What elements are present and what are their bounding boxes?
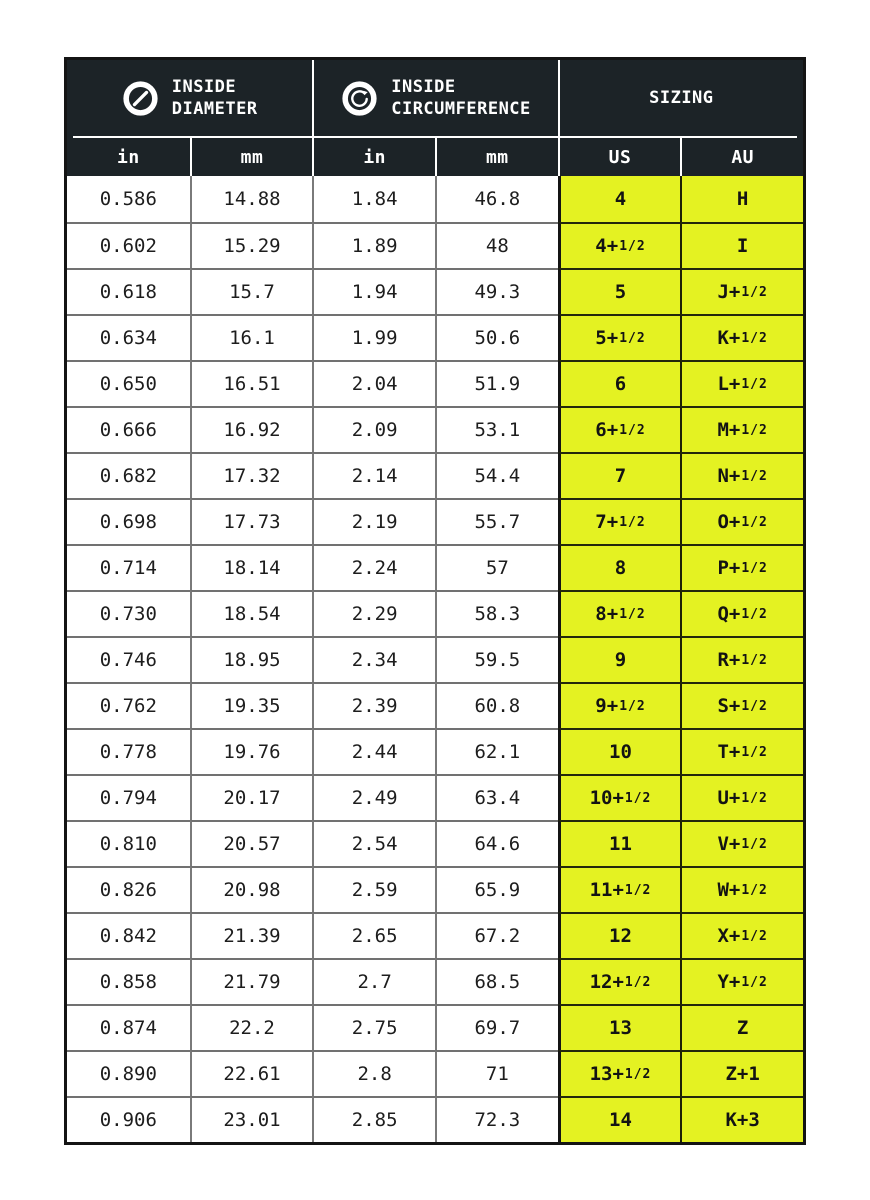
cell-diameter-in: 0.698 xyxy=(67,498,190,544)
cell-diameter-mm: 23.01 xyxy=(190,1096,313,1142)
cell-circumference-mm: 46.8 xyxy=(435,176,558,222)
table-row xyxy=(67,222,803,268)
cell-size-au: Z+1 xyxy=(680,1050,803,1096)
cell-diameter-mm: 14.88 xyxy=(190,176,313,222)
cell-diameter-mm: 18.54 xyxy=(190,590,313,636)
cell-diameter-in: 0.666 xyxy=(67,406,190,452)
cell-size-au: Y+ 1/2 xyxy=(680,958,803,1004)
cell-circumference-in: 2.65 xyxy=(312,912,435,958)
cell-diameter-mm: 15.7 xyxy=(190,268,313,314)
cell-circumference-mm: 72.3 xyxy=(435,1096,558,1142)
cell-circumference-mm: 49.3 xyxy=(435,268,558,314)
cell-circumference-mm: 60.8 xyxy=(435,682,558,728)
table-row xyxy=(67,1096,803,1142)
header-section-inside-diameter xyxy=(67,60,312,136)
cell-circumference-mm: 55.7 xyxy=(435,498,558,544)
cell-size-us: 11+ 1/2 xyxy=(558,866,681,912)
table-row xyxy=(67,820,803,866)
cell-size-us: 9 xyxy=(558,636,681,682)
cell-diameter-mm: 18.14 xyxy=(190,544,313,590)
cell-size-au: K+3 xyxy=(680,1096,803,1142)
cell-circumference-in: 2.54 xyxy=(312,820,435,866)
cell-circumference-mm: 67.2 xyxy=(435,912,558,958)
cell-circumference-mm: 62.1 xyxy=(435,728,558,774)
cell-diameter-in: 0.874 xyxy=(67,1004,190,1050)
cell-size-us: 12+ 1/2 xyxy=(558,958,681,1004)
table-row xyxy=(67,590,803,636)
column-header-circumference-in: in xyxy=(312,138,435,176)
cell-size-us: 14 xyxy=(558,1096,681,1142)
table-row xyxy=(67,544,803,590)
cell-circumference-mm: 53.1 xyxy=(435,406,558,452)
cell-size-au: R+ 1/2 xyxy=(680,636,803,682)
table-row xyxy=(67,774,803,820)
cell-size-us: 7 xyxy=(558,452,681,498)
cell-diameter-mm: 19.35 xyxy=(190,682,313,728)
cell-size-us: 7+ 1/2 xyxy=(558,498,681,544)
table-row xyxy=(67,176,803,222)
table-row xyxy=(67,360,803,406)
cell-diameter-in: 0.650 xyxy=(67,360,190,406)
cell-diameter-mm: 21.39 xyxy=(190,912,313,958)
cell-circumference-in: 1.84 xyxy=(312,176,435,222)
cell-size-us: 6 xyxy=(558,360,681,406)
cell-circumference-mm: 68.5 xyxy=(435,958,558,1004)
cell-diameter-in: 0.634 xyxy=(67,314,190,360)
cell-circumference-in: 2.19 xyxy=(312,498,435,544)
cell-size-au: O+ 1/2 xyxy=(680,498,803,544)
cell-diameter-in: 0.618 xyxy=(67,268,190,314)
inside-diameter-icon xyxy=(122,80,159,117)
cell-circumference-in: 2.7 xyxy=(312,958,435,1004)
cell-circumference-in: 2.14 xyxy=(312,452,435,498)
cell-circumference-mm: 58.3 xyxy=(435,590,558,636)
cell-size-us: 13+ 1/2 xyxy=(558,1050,681,1096)
cell-size-au: U+ 1/2 xyxy=(680,774,803,820)
cell-diameter-in: 0.858 xyxy=(67,958,190,1004)
cell-diameter-mm: 22.61 xyxy=(190,1050,313,1096)
cell-diameter-in: 0.602 xyxy=(67,222,190,268)
cell-size-au: V+ 1/2 xyxy=(680,820,803,866)
cell-diameter-mm: 17.32 xyxy=(190,452,313,498)
ring-size-conversion-table xyxy=(64,57,806,1145)
cell-size-us: 11 xyxy=(558,820,681,866)
table-row xyxy=(67,1004,803,1050)
cell-diameter-in: 0.586 xyxy=(67,176,190,222)
cell-circumference-mm: 54.4 xyxy=(435,452,558,498)
table-header-sections xyxy=(67,60,803,136)
header-section-inside-circumference xyxy=(312,60,557,136)
cell-diameter-mm: 18.95 xyxy=(190,636,313,682)
cell-size-us: 10+ 1/2 xyxy=(558,774,681,820)
table-row xyxy=(67,268,803,314)
cell-size-au: L+ 1/2 xyxy=(680,360,803,406)
cell-circumference-in: 2.75 xyxy=(312,1004,435,1050)
cell-circumference-in: 2.29 xyxy=(312,590,435,636)
cell-size-au: I xyxy=(680,222,803,268)
cell-size-us: 10 xyxy=(558,728,681,774)
inside-circumference-icon xyxy=(341,80,378,117)
cell-size-au: N+ 1/2 xyxy=(680,452,803,498)
cell-size-us: 12 xyxy=(558,912,681,958)
cell-size-us: 5 xyxy=(558,268,681,314)
cell-circumference-in: 1.89 xyxy=(312,222,435,268)
table-column-headers xyxy=(67,138,803,176)
table-header xyxy=(67,60,803,176)
cell-diameter-mm: 15.29 xyxy=(190,222,313,268)
cell-circumference-mm: 48 xyxy=(435,222,558,268)
cell-circumference-in: 2.8 xyxy=(312,1050,435,1096)
cell-circumference-in: 1.99 xyxy=(312,314,435,360)
cell-size-us: 9+ 1/2 xyxy=(558,682,681,728)
cell-size-us: 4 xyxy=(558,176,681,222)
cell-size-au: S+ 1/2 xyxy=(680,682,803,728)
cell-size-us: 6+ 1/2 xyxy=(558,406,681,452)
column-header-diameter-mm: mm xyxy=(190,138,313,176)
cell-size-au: X+ 1/2 xyxy=(680,912,803,958)
cell-circumference-in: 1.94 xyxy=(312,268,435,314)
cell-circumference-in: 2.59 xyxy=(312,866,435,912)
cell-diameter-in: 0.842 xyxy=(67,912,190,958)
table-row xyxy=(67,912,803,958)
cell-size-au: Z xyxy=(680,1004,803,1050)
cell-size-au: K+ 1/2 xyxy=(680,314,803,360)
column-header-diameter-in: in xyxy=(116,146,140,168)
cell-diameter-in: 0.762 xyxy=(67,682,190,728)
cell-size-au: P+ 1/2 xyxy=(680,544,803,590)
cell-diameter-in: 0.682 xyxy=(67,452,190,498)
table-row xyxy=(67,1050,803,1096)
cell-diameter-in: 0.890 xyxy=(67,1050,190,1096)
cell-diameter-in: 0.778 xyxy=(67,728,190,774)
cell-circumference-in: 2.34 xyxy=(312,636,435,682)
cell-size-au: M+ 1/2 xyxy=(680,406,803,452)
cell-diameter-in: 0.714 xyxy=(67,544,190,590)
cell-circumference-mm: 59.5 xyxy=(435,636,558,682)
cell-size-us: 13 xyxy=(558,1004,681,1050)
cell-circumference-mm: 57 xyxy=(435,544,558,590)
cell-diameter-mm: 16.92 xyxy=(190,406,313,452)
cell-size-au: H xyxy=(680,176,803,222)
table-row xyxy=(67,866,803,912)
cell-diameter-mm: 20.98 xyxy=(190,866,313,912)
cell-diameter-in: 0.906 xyxy=(67,1096,190,1142)
cell-size-us: 4+ 1/2 xyxy=(558,222,681,268)
cell-circumference-in: 2.09 xyxy=(312,406,435,452)
cell-diameter-mm: 20.17 xyxy=(190,774,313,820)
table-row xyxy=(67,314,803,360)
table-row xyxy=(67,636,803,682)
cell-circumference-in: 2.85 xyxy=(312,1096,435,1142)
cell-circumference-in: 2.49 xyxy=(312,774,435,820)
cell-size-au: J+ 1/2 xyxy=(680,268,803,314)
cell-diameter-in: 0.746 xyxy=(67,636,190,682)
cell-diameter-in: 0.794 xyxy=(67,774,190,820)
cell-diameter-mm: 17.73 xyxy=(190,498,313,544)
table-row xyxy=(67,452,803,498)
column-header-circumference-mm: mm xyxy=(435,138,558,176)
header-section-label: INSIDE CIRCUMFERENCE xyxy=(391,76,531,119)
cell-diameter-mm: 19.76 xyxy=(190,728,313,774)
header-section-label: SIZING xyxy=(649,87,714,108)
cell-diameter-in: 0.730 xyxy=(67,590,190,636)
table-body xyxy=(67,176,803,1142)
cell-size-au: Q+ 1/2 xyxy=(680,590,803,636)
cell-circumference-in: 2.04 xyxy=(312,360,435,406)
cell-diameter-in: 0.810 xyxy=(67,820,190,866)
cell-circumference-mm: 51.9 xyxy=(435,360,558,406)
column-header-size-us: US xyxy=(558,138,681,176)
header-section-sizing xyxy=(558,60,803,136)
table-row xyxy=(67,498,803,544)
header-section-label: INSIDE DIAMETER xyxy=(171,76,258,119)
cell-circumference-in: 2.39 xyxy=(312,682,435,728)
column-header-size-au: AU xyxy=(680,138,803,176)
cell-diameter-mm: 16.1 xyxy=(190,314,313,360)
table-row xyxy=(67,406,803,452)
cell-circumference-mm: 65.9 xyxy=(435,866,558,912)
cell-diameter-in: 0.826 xyxy=(67,866,190,912)
cell-circumference-mm: 50.6 xyxy=(435,314,558,360)
cell-size-au: T+ 1/2 xyxy=(680,728,803,774)
cell-circumference-in: 2.44 xyxy=(312,728,435,774)
cell-circumference-in: 2.24 xyxy=(312,544,435,590)
cell-size-us: 8+ 1/2 xyxy=(558,590,681,636)
cell-circumference-mm: 69.7 xyxy=(435,1004,558,1050)
cell-circumference-mm: 63.4 xyxy=(435,774,558,820)
cell-circumference-mm: 71 xyxy=(435,1050,558,1096)
table-row xyxy=(67,682,803,728)
cell-size-us: 5+ 1/2 xyxy=(558,314,681,360)
cell-circumference-mm: 64.6 xyxy=(435,820,558,866)
cell-size-us: 8 xyxy=(558,544,681,590)
table-row xyxy=(67,958,803,1004)
cell-diameter-mm: 22.2 xyxy=(190,1004,313,1050)
cell-diameter-mm: 16.51 xyxy=(190,360,313,406)
table-row xyxy=(67,728,803,774)
cell-size-au: W+ 1/2 xyxy=(680,866,803,912)
cell-diameter-mm: 21.79 xyxy=(190,958,313,1004)
cell-diameter-mm: 20.57 xyxy=(190,820,313,866)
